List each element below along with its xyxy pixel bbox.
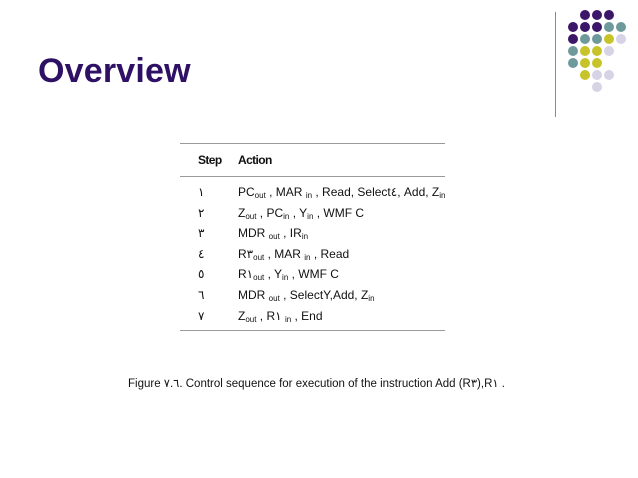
decorative-dot	[568, 46, 578, 56]
decorative-dot	[568, 22, 578, 32]
decorative-vertical-line	[555, 12, 556, 117]
decorative-dot-grid	[0, 0, 638, 120]
table-row	[180, 223, 445, 244]
header-step: Step	[198, 153, 222, 167]
decorative-dot	[604, 34, 614, 44]
decorative-dot	[592, 58, 602, 68]
decorative-dot	[616, 34, 626, 44]
decorative-dot	[592, 10, 602, 20]
decorative-dot	[580, 58, 590, 68]
table-row	[180, 203, 445, 224]
step-number: ٦	[198, 287, 205, 302]
decorative-dot	[592, 46, 602, 56]
step-number: ٧	[198, 308, 205, 323]
step-action: $R٣_{out}$ , MAR $_{in}$ , Read	[238, 246, 350, 262]
step-action: $R١_{out}$ , $Y_{in}$ , WMF C	[238, 267, 339, 283]
step-number: ٤	[198, 246, 205, 261]
table-row	[180, 306, 445, 327]
decorative-dot	[592, 82, 602, 92]
figure-caption: Figure ٧.٦. Control sequence for execution of the instruction Add (R٣),R١ .	[128, 378, 505, 390]
decorative-dot	[604, 22, 614, 32]
table-body	[180, 177, 445, 330]
decorative-dot	[592, 70, 602, 80]
decorative-dot	[604, 46, 614, 56]
table-row	[180, 264, 445, 285]
table-row	[180, 244, 445, 265]
decorative-dot	[580, 22, 590, 32]
decorative-dot	[580, 34, 590, 44]
step-action: $Z_{out}$ , $PC_{in}$ , $Y_{in}$ , WMF C	[238, 205, 365, 221]
decorative-dot	[592, 34, 602, 44]
step-number: ٣	[198, 226, 205, 241]
header-action: Action	[238, 153, 272, 167]
decorative-dot	[616, 22, 626, 32]
step-action: $Z_{out}$ , R١ $_{in}$ , End	[238, 308, 323, 324]
step-number: ٢	[198, 205, 205, 220]
decorative-dot	[568, 58, 578, 68]
control-sequence-table	[180, 143, 445, 331]
table-row	[180, 285, 445, 306]
step-number: ١	[198, 185, 205, 199]
decorative-dot	[604, 70, 614, 80]
decorative-dot	[568, 34, 578, 44]
step-action: $PC_{out}$ , MAR $_{in}$ , Read, Select٤, Add, $Z_{in}$	[238, 185, 446, 200]
table-row	[180, 182, 445, 203]
decorative-dot	[580, 10, 590, 20]
step-action: MDR $_{out}$ , $IR_{in}$	[238, 226, 309, 242]
decorative-dot	[580, 70, 590, 80]
step-action: MDR $_{out}$ , SelectY,Add, $Z_{in}$	[238, 287, 375, 303]
decorative-dot	[604, 10, 614, 20]
step-number: ٥	[198, 267, 205, 282]
table-header-row	[180, 144, 445, 177]
decorative-dot	[580, 46, 590, 56]
slide-title: Overview	[38, 52, 191, 90]
decorative-dot	[592, 22, 602, 32]
